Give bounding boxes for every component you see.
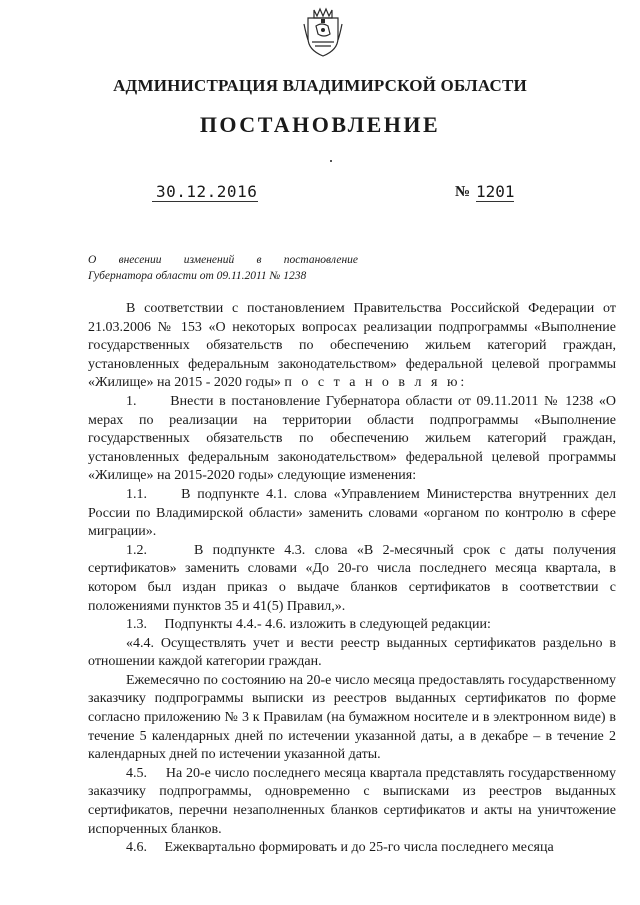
subitem-4-6: 4.6. Ежеквартально формировать и до 25-го числа последнего месяца <box>126 840 554 856</box>
item-1: 1. Внести в постановление Губернатора области от 09.11.2011 № 1238 «О мерах по реализации на территории области подпрограммы «Выполнение государственных обязательств по обеспечению жильем категорий граждан, установленных федеральным законодательством» федеральной целевой программы «Жилище» на 2015-2020 годы» следующие изменения: <box>88 393 620 484</box>
subitem-4-4: «4.4. Осуществлять учет и вести реестр выданных сертификатов раздельно в отношении каждой категории граждан. <box>88 635 616 670</box>
preamble-paragraph <box>88 300 616 393</box>
resolve-word: п о с т а н о в л я ю: <box>284 375 468 391</box>
item-1-1: 1.1. В подпункте 4.1. слова «Управлением Министерства внутренних дел России по Владимирской области» заменить словами «органом по контролю в сфере миграции». <box>88 486 620 540</box>
subitem-4-5: 4.5. На 20-е число последнего месяца квартала представлять государственному заказчику подпрограммы, одновременно с выписками из реестров выданных сертификатов, перечни незаполненных бланков сертификатов и акты на уничтожение испорченных бланков. <box>88 765 620 837</box>
number-label: № <box>455 184 471 200</box>
document-date: 30.12.2016 <box>152 182 258 202</box>
preamble-text: В соответствии с постановлением Правительства Российской Федерации от 21.03.2006 № 153 «О некоторых вопросах реализации подпрограммы «Выполнение государственных обязательств по обеспечению жильем категорий граждан, установленных федеральным законодательством» федеральной целевой программы «Жилище» на 2015 - 2020 годы» <box>88 301 616 391</box>
item-1-2: 1.2. В подпункте 4.3. слова «В 2-месячный срок с даты получения сертификатов» заменить словами «До 20-го числа последнего месяца квартала, в котором был издан приказ о выдаче бланков сертификатов в соответствии с положениями пунктов 35 и 41(5) Правил,». <box>88 542 620 614</box>
subitem-4-4-continued: Ежемесячно по состоянию на 20-е число месяца предоставлять государственному заказчику подпрограммы выписки из реестров выданных сертификатов по форме согласно приложению № 3 к Правилам (на бумажном носителе и в электронном виде) в течение 5 календарных дней по истечении указанной даты, а в декабре – в течение 2 календарных дней по истечении указанной даты. <box>88 672 616 763</box>
document-title <box>88 252 358 284</box>
item-1-3: 1.3. Подпункты 4.4.- 4.6. изложить в следующей редакции: <box>126 617 491 633</box>
organization-name: АДМИНИСТРАЦИЯ ВЛАДИМИРСКОЙ ОБЛАСТИ <box>113 76 527 95</box>
title-line-1: О внесении изменений в постановление <box>88 254 358 266</box>
document-number: 1201 <box>476 182 515 201</box>
title-line-2: Губернатора области от 09.11.2011 № 1238 <box>88 270 307 282</box>
coat-of-arms-icon <box>302 4 344 58</box>
document-body <box>88 300 620 858</box>
scan-dot <box>330 160 332 162</box>
document-type: ПОСТАНОВЛЕНИЕ <box>199 112 441 137</box>
